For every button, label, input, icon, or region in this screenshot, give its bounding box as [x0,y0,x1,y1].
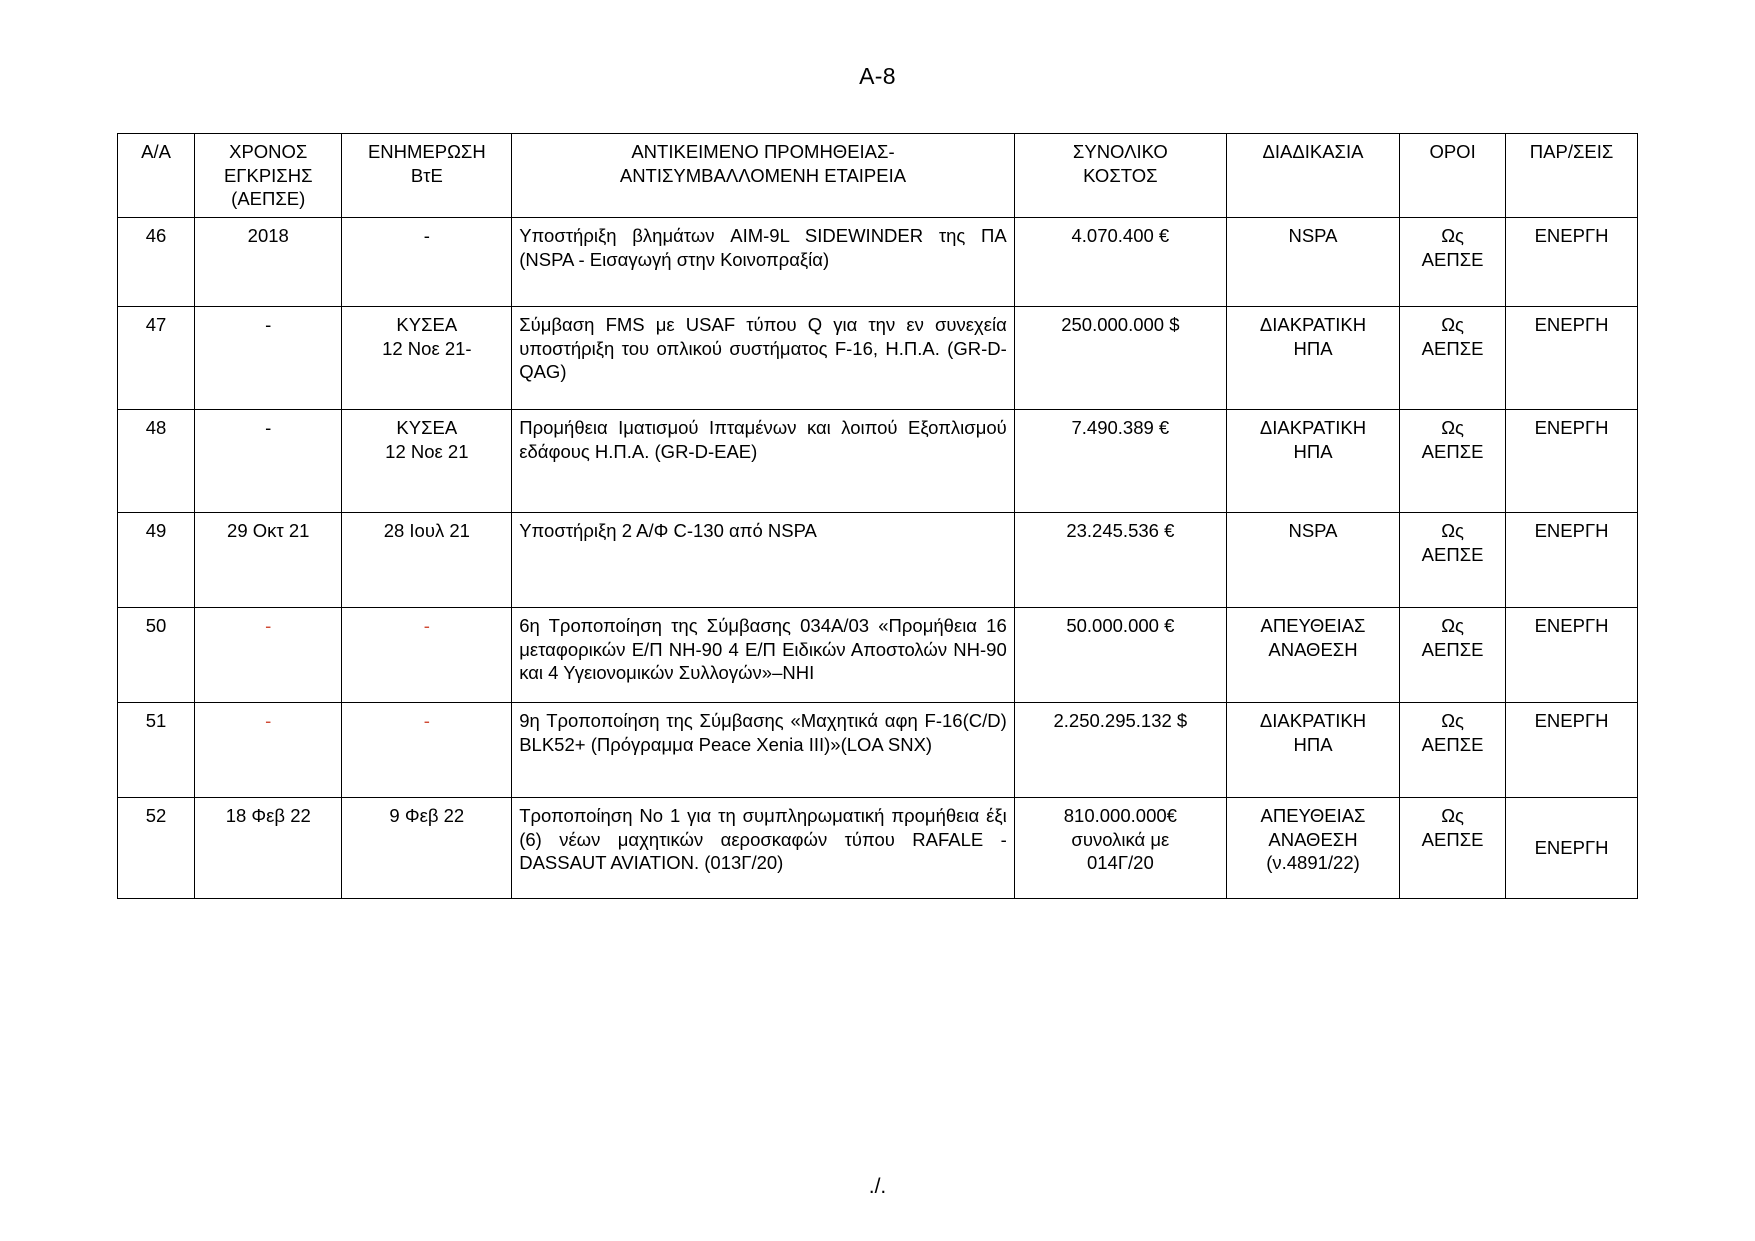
column-header-procedure [1226,134,1399,218]
table-row [118,218,1638,307]
cell-approval-time: - [195,608,342,703]
cell-parliament-notice: 28 Ιουλ 21 [342,513,512,608]
cell-procedure-line2: ΗΠΑ [1293,733,1333,755]
cell-parliament-notice [342,410,512,513]
cell-terms-line1: Ως [1441,710,1464,732]
page-footer: ./. [868,1175,887,1198]
cell-terms [1400,218,1506,307]
cell-aa: 50 [118,608,195,703]
cell-aa: 46 [118,218,195,307]
cell-parliament-notice-line1: ΚΥΣΕΑ [396,417,458,439]
cell-terms-line2: ΑΕΠΣΕ [1421,638,1484,660]
table-row [118,410,1638,513]
cell-object: Υποστήριξη βλημάτων AIM-9L SIDEWINDER της ΠΑ (NSPA - Εισαγωγή στην Κοινοπραξία) [512,218,1015,307]
cell-procedure-line1: ΔΙΑΚΡΑΤΙΚΗ [1259,710,1367,732]
column-header-parliament-notice-line2: ΒτΕ [410,164,443,186]
column-header-parliament-notice-line1: ΕΝΗΜΕΡΩΣΗ [367,141,486,162]
column-header-total-cost-line2: ΚΟΣΤΟΣ [1083,164,1158,186]
column-header-parliament-notice [342,134,512,218]
cell-aa: 52 [118,798,195,899]
cell-parliament-notice-line1: ΚΥΣΕΑ [396,314,458,336]
table-body [118,218,1638,899]
cell-object: Προμήθεια Ιματισμού Ιπταμένων και λοιπού Εξοπλισμού εδάφους Η.Π.Α. (GR-D-EAE) [512,410,1015,513]
cell-remarks: ΕΝΕΡΓΗ [1506,798,1638,899]
column-header-aa-label: Α/Α [141,141,171,162]
page-header: A-8 [859,63,896,89]
cell-total-cost: 2.250.295.132 $ [1014,703,1226,798]
cell-object: Υποστήριξη 2 Α/Φ C-130 από NSPA [512,513,1015,608]
cell-parliament-notice-line2: 12 Νοε 21 [385,440,469,462]
cell-terms-line2: ΑΕΠΣΕ [1421,440,1484,462]
cell-procedure [1226,410,1399,513]
cell-total-cost: 23.245.536 € [1014,513,1226,608]
cell-approval-time: - [195,703,342,798]
table-row [118,798,1638,899]
column-header-object-line2: ΑΝΤΙΣΥΜΒΑΛΛΟΜΕΝΗ ΕΤΑΙΡΕΙΑ [619,164,907,186]
cell-object: 6η Τροποποίηση της Σύμβασης 034Α/03 «Προμήθεια 16 μεταφορικών Ε/Π ΝΗ-90 4 Ε/Π Ειδικών Αποστολών ΝΗ-90 και 4 Υγειονομικών Συλλογών»–NHI [512,608,1015,703]
cell-procedure [1226,218,1399,307]
cell-terms [1400,608,1506,703]
table-row [118,513,1638,608]
cell-total-cost [1014,798,1226,899]
cell-procedure-line3: (ν.4891/22) [1266,852,1360,874]
cell-total-cost: 50.000.000 € [1014,608,1226,703]
cell-procedure-line2: ΑΝΑΘΕΣΗ [1268,638,1358,660]
cell-remarks: ΕΝΕΡΓΗ [1506,513,1638,608]
cell-procedure-line1: ΔΙΑΚΡΑΤΙΚΗ [1259,417,1367,439]
column-header-total-cost [1014,134,1226,218]
cell-terms [1400,410,1506,513]
procurement-table-container [117,133,1638,899]
cell-total-cost: 250.000.000 $ [1014,307,1226,410]
table-row [118,703,1638,798]
cell-procedure [1226,703,1399,798]
cell-object: Τροποποίηση Νο 1 για τη συμπληρωματική προμήθεια έξι (6) νέων μαχητικών αεροσκαφών τύπου RAFALE - DASSAUT AVIATION. (013Γ/20) [512,798,1015,899]
cell-procedure-line1: ΔΙΑΚΡΑΤΙΚΗ [1259,314,1367,336]
cell-parliament-notice: - [342,608,512,703]
cell-terms-line1: Ως [1441,520,1464,542]
cell-parliament-notice: 9 Φεβ 22 [342,798,512,899]
cell-terms-line1: Ως [1441,225,1464,247]
cell-terms-line1: Ως [1441,615,1464,637]
cell-procedure-line1: ΑΠΕΥΘΕΙΑΣ [1260,805,1366,827]
column-header-procedure-label: ΔΙΑΔΙΚΑΣΙΑ [1262,141,1364,162]
column-header-approval-time-line3: (ΑΕΠΣΕ) [231,188,306,210]
cell-approval-time: 29 Οκτ 21 [195,513,342,608]
cell-procedure [1226,307,1399,410]
cell-object: 9η Τροποποίηση της Σύμβασης «Μαχητικά αφη F-16(C/D) BLK52+ (Πρόγραμμα Peace Xenia III)»(LOA SNX) [512,703,1015,798]
cell-total-cost-line3: 014Γ/20 [1086,852,1154,874]
cell-terms [1400,513,1506,608]
cell-procedure [1226,608,1399,703]
cell-aa: 51 [118,703,195,798]
column-header-total-cost-line1: ΣΥΝΟΛΙΚΟ [1072,141,1168,162]
cell-procedure-line1: NSPA [1288,520,1338,542]
column-header-approval-time [195,134,342,218]
cell-terms-line2: ΑΕΠΣΕ [1421,543,1484,565]
procurement-table [117,133,1638,899]
cell-terms-line2: ΑΕΠΣΕ [1421,248,1484,270]
cell-total-cost: 7.490.389 € [1014,410,1226,513]
cell-aa: 47 [118,307,195,410]
cell-approval-time: 18 Φεβ 22 [195,798,342,899]
column-header-remarks [1506,134,1638,218]
cell-terms-line1: Ως [1441,805,1464,827]
table-row [118,307,1638,410]
cell-approval-time: 2018 [195,218,342,307]
table-row [118,608,1638,703]
cell-procedure-line1: NSPA [1288,225,1338,247]
cell-procedure [1226,798,1399,899]
cell-parliament-notice-line2: 12 Νοε 21- [382,337,472,359]
cell-approval-time: - [195,307,342,410]
cell-parliament-notice [342,307,512,410]
column-header-object-line1: ΑΝΤΙΚΕΙΜΕΝΟ ΠΡΟΜΗΘΕΙΑΣ- [631,141,895,162]
column-header-object [512,134,1015,218]
cell-procedure-line2: ΑΝΑΘΕΣΗ [1268,828,1358,850]
cell-parliament-notice: - [342,703,512,798]
cell-total-cost-line1: 810.000.000€ [1063,805,1177,827]
cell-procedure-line2: ΗΠΑ [1293,337,1333,359]
table-header [118,134,1638,218]
cell-terms-line1: Ως [1441,314,1464,336]
column-header-approval-time-line1: ΧΡΟΝΟΣ [229,141,308,162]
cell-procedure-line1: ΑΠΕΥΘΕΙΑΣ [1260,615,1366,637]
cell-procedure-line2: ΗΠΑ [1293,440,1333,462]
cell-remarks: ΕΝΕΡΓΗ [1506,608,1638,703]
cell-total-cost: 4.070.400 € [1014,218,1226,307]
cell-remarks: ΕΝΕΡΓΗ [1506,703,1638,798]
cell-remarks: ΕΝΕΡΓΗ [1506,307,1638,410]
cell-terms-line1: Ως [1441,417,1464,439]
cell-aa: 48 [118,410,195,513]
cell-terms [1400,703,1506,798]
cell-object: Σύμβαση FMS με USAF τύπου Q για την εν συνεχεία υποστήριξη του οπλικού συστήματος F-16, Η.Π.Α. (GR-D-QAG) [512,307,1015,410]
column-header-remarks-label: ΠΑΡ/ΣΕΙΣ [1529,141,1614,162]
cell-approval-time: - [195,410,342,513]
cell-procedure [1226,513,1399,608]
cell-total-cost-line2: συνολικά με [1071,828,1170,850]
cell-remarks: ΕΝΕΡΓΗ [1506,410,1638,513]
cell-terms-line2: ΑΕΠΣΕ [1421,733,1484,755]
column-header-terms [1400,134,1506,218]
column-header-terms-label: ΟΡΟΙ [1429,141,1476,162]
cell-remarks: ΕΝΕΡΓΗ [1506,218,1638,307]
cell-terms-line2: ΑΕΠΣΕ [1421,337,1484,359]
table-header-row [118,134,1638,218]
cell-terms-line2: ΑΕΠΣΕ [1421,828,1484,850]
column-header-aa [118,134,195,218]
cell-aa: 49 [118,513,195,608]
cell-terms [1400,307,1506,410]
cell-parliament-notice: - [342,218,512,307]
column-header-approval-time-line2: ΕΓΚΡΙΣΗΣ [223,164,313,186]
cell-terms [1400,798,1506,899]
